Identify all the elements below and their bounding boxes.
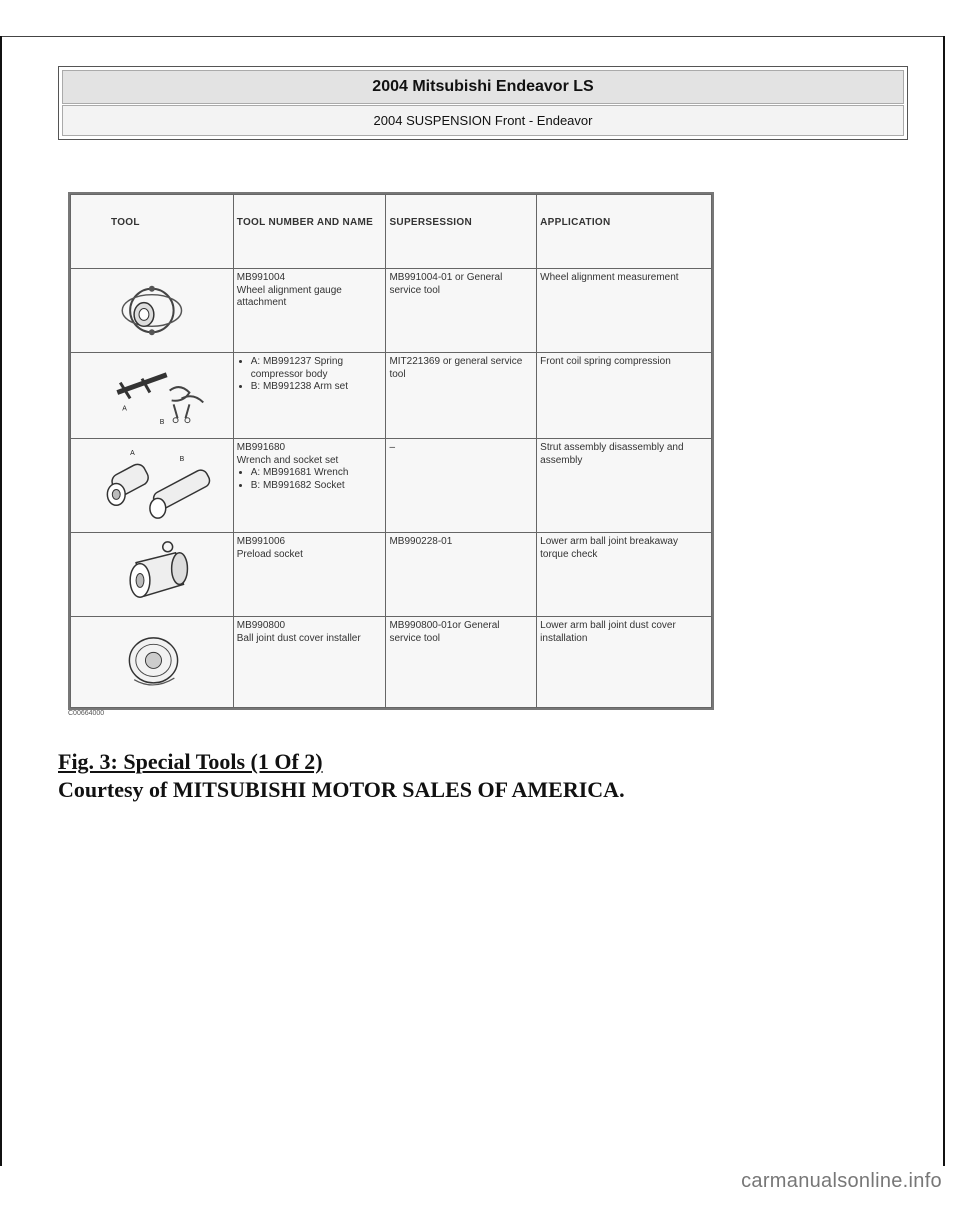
tool-illustration-cell <box>71 533 234 617</box>
label-b: B <box>179 455 185 463</box>
column-header-tool: TOOL <box>71 195 234 269</box>
document-header <box>58 66 908 140</box>
supersession-cell: – <box>386 439 537 533</box>
figure-caption <box>58 748 625 804</box>
tool-illustration-cell <box>71 269 234 353</box>
tool-illustration-cell <box>71 353 234 439</box>
table-row <box>71 533 712 617</box>
figure-courtesy-text: Courtesy of MITSUBISHI MOTOR SALES OF AMERICA. <box>58 777 625 802</box>
tool-parts-list <box>237 467 383 492</box>
supersession-cell: MB990228-01 <box>386 533 537 617</box>
tool-number: MB991004 <box>236 272 286 283</box>
tool-number-cell <box>233 617 386 708</box>
label-a: A <box>122 405 127 413</box>
tool-number-cell <box>233 439 386 533</box>
tool-part: • A: MB991681 Wrench <box>251 467 383 480</box>
page-top-border <box>0 36 945 37</box>
application-cell: Lower arm ball joint breakaway torque check <box>537 533 712 617</box>
ball-joint-dust-cover-installer-illustration <box>71 617 233 707</box>
tool-name: Wrench and socket set <box>236 454 339 466</box>
footer-watermark: carmanualsonline.info <box>741 1170 942 1192</box>
page-left-border <box>0 36 2 1166</box>
tool-name: Ball joint dust cover installer <box>236 632 361 644</box>
table-header-row <box>71 195 712 269</box>
table-row <box>71 269 712 353</box>
table-row <box>71 353 712 439</box>
label-b: B <box>159 419 165 427</box>
column-header-supersession: SUPERSESSION <box>386 195 537 269</box>
tool-number: MB990800 <box>236 620 286 631</box>
supersession-cell: MB990800-01or General service tool <box>386 617 537 708</box>
table-row <box>71 439 712 533</box>
tool-number-cell <box>233 353 386 439</box>
wheel-alignment-gauge-attachment-illustration <box>71 269 233 352</box>
application-cell: Wheel alignment measurement <box>537 269 712 353</box>
tool-parts-list <box>237 356 383 394</box>
supersession-cell: MIT221369 or general service tool <box>386 353 537 439</box>
document-subtitle: 2004 SUSPENSION Front - Endeavor <box>62 105 904 136</box>
tool-number: MB991680 <box>236 442 286 453</box>
tool-number-cell <box>233 533 386 617</box>
tool-name: Wheel alignment gauge attachment <box>236 284 342 308</box>
figure-caption-link[interactable]: Fig. 3: Special Tools (1 Of 2) <box>58 749 323 774</box>
document-title: 2004 Mitsubishi Endeavor LS <box>62 70 904 104</box>
column-header-tool-number: TOOL NUMBER AND NAME <box>233 195 386 269</box>
application-cell: Lower arm ball joint dust cover installation <box>537 617 712 708</box>
supersession-cell: MB991004-01 or General service tool <box>386 269 537 353</box>
preload-socket-illustration <box>71 533 233 616</box>
wrench-and-socket-set-illustration <box>71 439 233 532</box>
page-right-border <box>943 36 945 1166</box>
spring-compressor-illustration <box>71 353 233 438</box>
application-cell: Strut assembly disassembly and assembly <box>537 439 712 533</box>
tool-part: • B: MB991238 Arm set <box>251 381 383 394</box>
table-row <box>71 617 712 708</box>
application-cell: Front coil spring compression <box>537 353 712 439</box>
tool-illustration-cell <box>71 617 234 708</box>
column-header-application: APPLICATION <box>537 195 712 269</box>
figure-code: C00664000 <box>68 710 105 717</box>
tool-illustration-cell <box>71 439 234 533</box>
label-a: A <box>130 449 135 457</box>
special-tools-figure <box>68 192 714 710</box>
tool-part: • A: MB991237 Spring compressor body <box>251 356 383 381</box>
tool-name: Preload socket <box>236 548 303 560</box>
tool-number-cell <box>233 269 386 353</box>
special-tools-table <box>70 194 712 708</box>
tool-number: MB991006 <box>236 536 286 547</box>
tool-part: • B: MB991682 Socket <box>251 480 383 493</box>
